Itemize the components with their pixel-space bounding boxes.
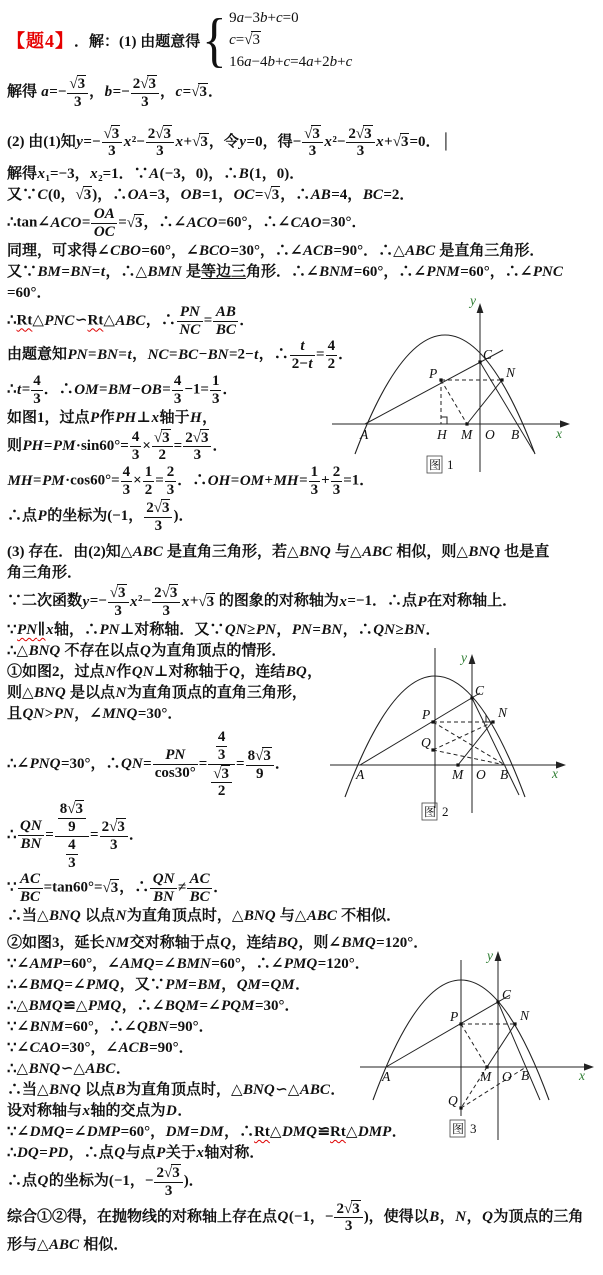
point-label-B: B bbox=[511, 427, 520, 442]
point-label-C: C bbox=[475, 683, 485, 698]
figure-caption-number: 2 bbox=[442, 804, 449, 819]
x-axis-arrow-icon bbox=[584, 1063, 594, 1070]
equation-system bbox=[200, 7, 352, 73]
point-label-O: O bbox=[485, 427, 495, 442]
text-line: ∵∠BNM=60°，∴∠QBN=90°． bbox=[7, 1018, 214, 1035]
text-line: ∴当△BNQ 以点B为直角顶点时，△BNQ∽△ABC． bbox=[7, 1081, 346, 1098]
point-label-A: A bbox=[356, 767, 365, 782]
text-line: 则△BNQ 是以点N为直角顶点的直角三角形， bbox=[7, 684, 307, 701]
figure-2-canvas bbox=[330, 645, 603, 860]
line-CB bbox=[498, 1002, 540, 1100]
line-AC bbox=[386, 995, 510, 1067]
point-label-N: N bbox=[520, 1008, 530, 1023]
text-line: ∴ $\frac{QN}{BN}$ = $\frac{\frac{8√3}{9}}{\frac{4}{3}}$ = $\frac{2√3}{3}$ ． bbox=[7, 801, 144, 871]
equation-3: 16a−4b+c=4a+2b+c bbox=[229, 54, 353, 70]
point-C bbox=[478, 360, 481, 363]
text-line: ∴DQ=PD，∴点Q与点P关于x轴对称． bbox=[7, 1144, 265, 1161]
text-line: 且QN>PN，∠MNQ=30°． bbox=[7, 705, 183, 722]
text-line: ∵∠AMP=60°，∠AMQ=∠BMN=60°，∴∠PMQ=120°． bbox=[7, 955, 370, 972]
text-line: 则PH=PM·sin60°= $\frac{4}{3}$ × $\frac{√3}{2}$ = $\frac{2√3}{3}$ ． bbox=[7, 429, 228, 464]
text-line: ∴tan∠ACO= $\frac{OA}{OC}$ =√3，∴∠ACO=60°，∴∠CAO=30°． bbox=[7, 206, 367, 240]
text-line: 设对称轴与x轴的交点为D． bbox=[7, 1102, 193, 1119]
text-line: (2) 由(1)知y=− $\frac{√3}{3}$ x²− $\frac{2√3}{3}$ x+√3，令y=0，得− $\frac{√3}{3}$ x²− $\frac{2√3}{3}$ x+√3=0．│ bbox=[7, 125, 452, 160]
point-N bbox=[491, 720, 494, 723]
text-line: ∵∠CAO=30°，∠ACB=90°． bbox=[7, 1039, 194, 1056]
point-C bbox=[470, 696, 473, 699]
point-label-Q: Q bbox=[448, 1093, 458, 1108]
dashed-QB bbox=[461, 1067, 526, 1108]
equation-2: c=√3 bbox=[229, 32, 260, 48]
text-line: 解得x₁=−3，x₂=1．∵A(−3，0)，∴B(1，0)． bbox=[7, 166, 305, 183]
equation-1: 9a−3b+c=0 bbox=[229, 10, 299, 26]
point-N bbox=[500, 378, 503, 381]
figure-caption-number: 1 bbox=[447, 457, 454, 472]
text-line: 解得 a=− $\frac{√3}{3}$ ，b=− $\frac{2√3}{3}$ ，c=√3． bbox=[7, 76, 223, 110]
point-label-P: P bbox=[422, 707, 431, 722]
text-line: ①如图2，过点N作QN⊥对称轴于Q，连结BQ， bbox=[7, 663, 323, 680]
text-line: 综合①②得，在抛物线的对称轴上存在点Q(−1，− $\frac{2√3}{3}$ )，使得以B，N，Q为顶点的三角 bbox=[7, 1200, 584, 1235]
text-line: 又∵BM=BN=t，∴△BMN 是等边三角形．∴∠BNM=60°，∴∠PNM=60°，∴∠PNC bbox=[7, 263, 563, 280]
text-line: =60°． bbox=[7, 284, 52, 301]
dashed-PM bbox=[461, 1024, 487, 1067]
y-axis-arrow-icon bbox=[469, 654, 476, 664]
y-axis-label: y bbox=[461, 650, 467, 665]
text-line: ∵∠DMQ=∠DMP=60°，DM=DM，∴Rt△DMQ≌Rt△DMP． bbox=[7, 1123, 407, 1140]
point-label-B: B bbox=[500, 767, 509, 782]
figure-caption-char: 图 bbox=[429, 458, 442, 472]
point-label-P: P bbox=[429, 366, 438, 381]
text-line: ∴△BNQ∽△ABC． bbox=[7, 1060, 131, 1077]
text-line: 形与△ABC 相似． bbox=[7, 1237, 129, 1254]
y-axis-arrow-icon bbox=[477, 303, 484, 313]
text-line: ∴点Q的坐标为(−1，− $\frac{2√3}{3}$ )． bbox=[7, 1164, 204, 1199]
x-axis-label: x bbox=[556, 426, 562, 441]
text-line: ∴Rt△PNC∽Rt△ABC，∴ $\frac{PN}{NC}$ = $\frac{AB}{BC}$ ． bbox=[7, 303, 255, 338]
point-label-P: P bbox=[450, 1009, 459, 1024]
point-label-M: M bbox=[461, 427, 473, 442]
system-equations bbox=[229, 7, 352, 73]
point-label-A: A bbox=[360, 427, 369, 442]
text-line: ∵PN∥x轴，∴PN⊥对称轴．又∵QN≥PN，PN=BN，∴QN≥BN． bbox=[7, 621, 441, 638]
text-line: ∴△BNQ 不存在以点Q为直角顶点的情形． bbox=[7, 642, 287, 659]
text-line: ∴△BMQ≌△PMQ，∴∠BQM=∠PQM=30°． bbox=[7, 997, 300, 1014]
figure-2 bbox=[330, 645, 603, 865]
figure-caption-char: 图 bbox=[424, 805, 437, 819]
text-line: MH=PM·cos60°= $\frac{4}{3}$ × $\frac{1}{2}$ = $\frac{2}{3}$ ．∴OH=OM+MH= $\frac{1}{3}$ + $\frac{2}{3}$ =1． bbox=[7, 464, 375, 498]
text-line: 由题意知PN=BN=t，NC=BC−BN=2−t，∴ $\frac{t}{2-t}$ = $\frac{4}{2}$ ． bbox=[7, 338, 354, 373]
text-line: ∴t= $\frac{4}{3}$ ．∴OM=BM−OB= $\frac{4}{3}$ −1= $\frac{1}{3}$ ． bbox=[7, 372, 238, 407]
point-P bbox=[459, 1022, 462, 1025]
y-axis-label: y bbox=[487, 948, 493, 963]
point-C bbox=[496, 1000, 499, 1003]
figure-3 bbox=[360, 948, 603, 1175]
figure-1 bbox=[330, 292, 603, 505]
figure-caption-number: 3 bbox=[470, 1121, 477, 1136]
text-line: ∴∠BMQ=∠PMQ，又∵PM=BM，QM=QM． bbox=[7, 976, 311, 993]
text-line: ∴当△BNQ 以点N为直角顶点时，△BNQ 与△ABC 不相似． bbox=[7, 907, 402, 924]
text-line: 如图1，过点P作PH⊥x轴于H， bbox=[7, 409, 218, 426]
text-line: 同理，可求得∠CBO=60°，∠BCO=30°，∴∠ACB=90°．∴△ABC 是直角三角形． bbox=[7, 242, 545, 259]
point-label-C: C bbox=[483, 347, 493, 362]
point-label-N: N bbox=[498, 705, 508, 720]
point-label-C: C bbox=[502, 987, 512, 1002]
dashed-QN bbox=[433, 722, 493, 750]
point-Q bbox=[459, 1106, 462, 1109]
point-label-B: B bbox=[521, 1068, 530, 1083]
text-line: ∵ $\frac{AC}{BC}$ =tan60°=√3，∴ $\frac{QN}{BN}$ ≠ $\frac{AC}{BC}$ ． bbox=[7, 871, 229, 906]
figure-3-canvas bbox=[360, 948, 603, 1170]
dashed-QB bbox=[433, 750, 505, 765]
point-label-N: N bbox=[506, 365, 516, 380]
text-line: ∵二次函数y=− $\frac{√3}{3}$ x²− $\frac{2√3}{3}$ x+√3 的图象的对称轴为x=−1．∴点P在对称轴上． bbox=[7, 585, 518, 620]
figure-caption-char: 图 bbox=[452, 1122, 465, 1136]
point-label-Q: Q bbox=[421, 735, 431, 750]
right-angle-mark bbox=[441, 417, 447, 424]
line-MN bbox=[467, 380, 502, 424]
text-line: 又∵C(0，√3)，∴OA=3，OB=1，OC=√3，∴AB=4，BC=2． bbox=[7, 187, 415, 204]
x-axis-label: x bbox=[579, 1068, 585, 1083]
text-line: 角三角形． bbox=[7, 565, 83, 582]
y-axis-arrow-icon bbox=[495, 951, 502, 961]
point-M bbox=[465, 422, 468, 425]
y-axis-label: y bbox=[470, 293, 476, 308]
point-label-M: M bbox=[452, 767, 464, 782]
point-label-O: O bbox=[502, 1069, 512, 1084]
line-MN bbox=[487, 1024, 515, 1067]
text-line: (3) 存在．由(2)知△ABC 是直角三角形，若△BNQ 与△ABC 相似，则△BNQ 也是直 bbox=[7, 544, 550, 561]
x-axis-label: x bbox=[552, 766, 558, 781]
system-brace: { bbox=[202, 7, 227, 73]
point-Q bbox=[431, 748, 434, 751]
point-label-H: H bbox=[437, 427, 447, 442]
text-line: ∴点P的坐标为(−1， $\frac{2√3}{3}$ )． bbox=[7, 499, 194, 534]
line-AC bbox=[360, 693, 480, 765]
text-line: ∴∠PNQ=30°，∴QN= $\frac{PN}{\cos 30^\circ}$ = $\frac{\frac{4}{3}}{\frac{√3}{2}}$ = $\frac{8√3}{9}$ ． bbox=[7, 728, 290, 800]
point-label-O: O bbox=[476, 767, 486, 782]
text-line: ②如图3，延长NM交对称轴于点Q，连结BQ，则∠BMQ=120°． bbox=[7, 934, 429, 951]
point-label-A: A bbox=[382, 1069, 391, 1084]
problem-title: 【题4】 bbox=[7, 31, 74, 51]
problem-header bbox=[7, 7, 603, 73]
header-lead: ．解：(1) 由题意得 bbox=[74, 33, 201, 50]
figure-1-canvas bbox=[330, 292, 603, 500]
point-P bbox=[431, 720, 434, 723]
point-N bbox=[513, 1022, 516, 1025]
point-label-M: M bbox=[480, 1069, 492, 1084]
point-P bbox=[439, 378, 442, 381]
